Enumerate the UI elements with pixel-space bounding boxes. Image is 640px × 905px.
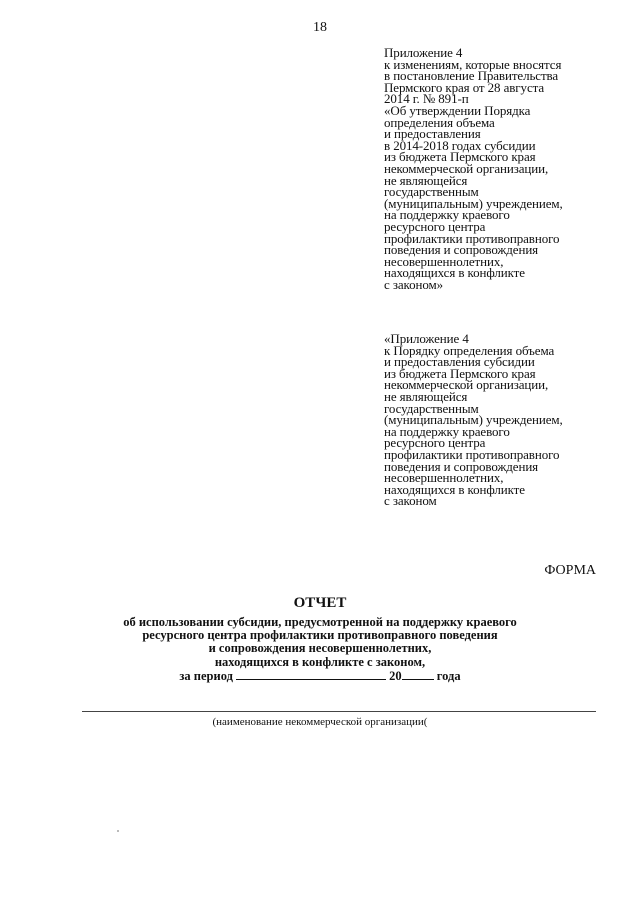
organization-name-caption: (наименование некоммерческой организации(: [212, 716, 428, 728]
report-period-line: [0, 669, 640, 683]
appendix-procedure-header: «Приложение 4 к Порядку определения объема и предоставления субсидии из бюджета Пермского края некоммерческой организации, не являющейся государственным (муниципальным) учреждением, на поддержку краевого ресурсного центра профилактики противоправного поведения и сопровождения несовершеннолетних, находящихся в конфликте с законом: [384, 331, 563, 509]
period-prefix: за период: [179, 668, 233, 683]
period-year-prefix: 20: [389, 668, 402, 683]
page-number: 18: [313, 20, 327, 35]
report-subtitle-line: и сопровождения несовершеннолетних,: [208, 641, 432, 656]
period-blank: [236, 669, 386, 680]
report-subtitle-line: об использовании субсидии, предусмотренной на поддержку краевого: [123, 615, 517, 629]
form-label: ФОРМА: [544, 563, 596, 578]
appendix-amendment-header: Приложение 4 к изменениям, которые вносятся в постановление Правительства Пермского края от 28 августа 2014 г. № 891-п «Об утверждении Порядка определения объема и предоставления в 2014-2018 годах субсидии из бюджета Пермского края некоммерческой организации, не являющейся государственным (муниципальным) учреждением, на поддержку краевого ресурсного центра профилактики противоправного поведения и сопровождения несовершеннолетних, находящихся в конфликте с законом»: [384, 45, 563, 292]
report-subtitle: [0, 616, 640, 683]
report-subtitle-line: находящихся в конфликте с законом,: [214, 654, 426, 669]
period-suffix: года: [436, 668, 461, 683]
report-subtitle-line: ресурсного центра профилактики противоправного поведения: [142, 628, 498, 643]
organization-name-rule: [82, 711, 596, 712]
year-blank: [402, 669, 434, 680]
scan-speck: [117, 830, 119, 832]
report-title: ОТЧЕТ: [293, 595, 347, 611]
